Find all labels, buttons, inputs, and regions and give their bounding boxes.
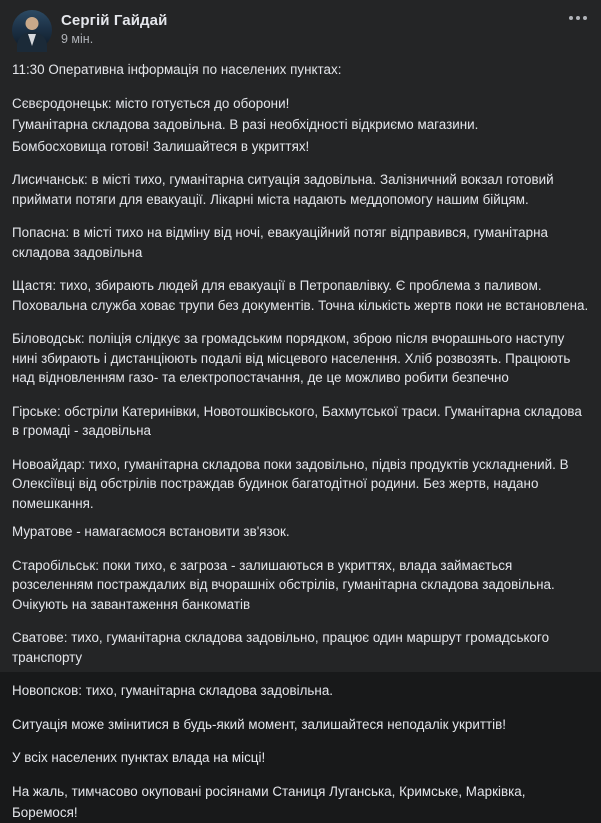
- post-paragraph: На жаль, тимчасово окуповані росіянами Станиця Луганська, Кримське, Марківка,: [12, 783, 526, 799]
- post-header-text: [61, 10, 167, 48]
- author-avatar[interactable]: [12, 10, 52, 50]
- post-paragraph: Боремося!: [12, 805, 78, 820]
- post-paragraph: Муратове - намагаємося встановити зв'язок.: [12, 524, 290, 539]
- post-paragraph: Сватове: тихо, гуманітарна складова задовільно, працює один маршрут громадського транспорту: [12, 630, 550, 665]
- post-paragraph: Щастя: тихо, збирають людей для евакуації в Петропавлівку. Є проблема з паливом. Поховальна служба ховає трупи без документів. Точна кількість жертв поки не встановлена.: [12, 278, 589, 313]
- post-body: [0, 54, 601, 823]
- post-paragraph: 11:30 Оперативна інформація по населених пунктах:: [12, 62, 342, 77]
- ellipsis-dot: [583, 16, 587, 20]
- avatar-head: [26, 17, 39, 30]
- post-paragraph: Гуманітарна складова задовільна. В разі необхідності відкриємо магазини.: [12, 117, 479, 132]
- post-paragraph: У всіх населених пунктах влада на місці!: [12, 750, 266, 765]
- post-paragraph: Гірське: обстріли Катеринівки, Новотошківського, Бахмутської траси. Гуманітарна складова в громаді - задовільна: [12, 403, 582, 438]
- ellipsis-dot: [576, 16, 580, 20]
- post-paragraph: Сєвєродонецьк: місто готується до оборони!: [12, 95, 290, 111]
- post-paragraph: Новоайдар: тихо, гуманітарна складова поки задовільно, підвіз продуктів ускладнений. В Олексіївці від обстрілів постраждав будинок багатодітної родини. Без жертв, надано помешкання.: [12, 456, 569, 511]
- post-timestamp[interactable]: 9 мін.: [61, 32, 94, 46]
- post-header: [0, 0, 601, 54]
- post-paragraph: Бомбосховища готові! Залишайтеся в укриттях!: [12, 138, 310, 154]
- post-paragraph: Старобільськ: поки тихо, є загроза - залишаються в укриттях, влада займається розселенням постраждалих від вчорашніх обстрілів, гуманітарна складова задовільна. Очікують на завантаження банкоматів: [12, 557, 555, 612]
- post-paragraph: Лисичанськ: в місті тихо, гуманітарна ситуація задовільна. Залізничний вокзал готовий приймати потяги для евакуації. Лікарні міста надають меддопомогу нашим бійцям.: [12, 172, 554, 207]
- post-author-name[interactable]: Сергій Гайдай: [61, 12, 168, 29]
- post-paragraph: Ситуація може змінитися в будь-який момент, залишайтеся неподалік укриттів!: [12, 716, 507, 732]
- post-paragraph: Попасна: в місті тихо на відміну від ночі, евакуаційний потяг відправився, гуманітарна складова задовільна: [12, 225, 548, 260]
- post-paragraph: Біловодськ: поліція слідкує за громадським порядком, зброю після вчорашнього наступу нині збирають і дистанціюють подалі від місцевого населення. Хліб розвозять. Працюють над відновленням газо- та електропостачання, де це можливо робити безпечно: [12, 331, 571, 385]
- post-paragraph: Новопсков: тихо, гуманітарна складова задовільна.: [12, 683, 334, 698]
- ellipsis-dot: [569, 16, 573, 20]
- ellipsis-icon[interactable]: [569, 16, 587, 20]
